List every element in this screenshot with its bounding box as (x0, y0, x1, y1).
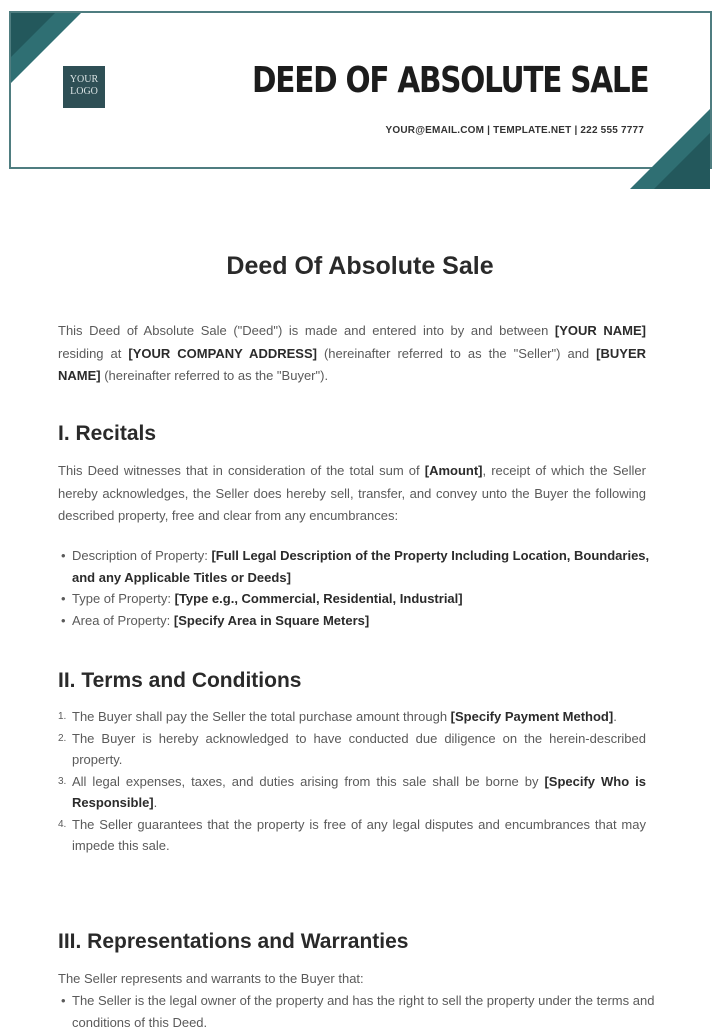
list-item (58, 545, 658, 588)
recitals-text-1: This Deed witnesses that in consideration of the total sum of (58, 463, 425, 478)
list-item-placeholder: [Specify Payment Method] (450, 709, 614, 724)
list-item-placeholder: [Specify Who is Responsible] (72, 773, 646, 810)
list-item (58, 814, 646, 857)
intro-text-3: (hereinafter referred to as the "Seller") and (316, 345, 597, 361)
company-logo (63, 66, 105, 108)
list-item-text: The Buyer is hereby acknowledged to have conducted due diligence on the herein-described property. (72, 730, 646, 767)
header-corner-decoration-right-inner (654, 133, 710, 189)
list-item-text-end: . (153, 795, 158, 810)
list-item-number: 1. (58, 711, 67, 722)
document-title: Deed Of Absolute Sale (226, 252, 494, 280)
list-item-number: 2. (58, 732, 67, 744)
list-item-number: 3. (58, 775, 67, 787)
list-item-label: Type of Property: (72, 591, 175, 606)
seller-name-placeholder: [YOUR NAME] (554, 323, 646, 338)
list-item-value: [Full Legal Description of the Property Including Location, Boundaries, and any Applicable Titles or Deeds] (72, 548, 650, 585)
list-item-text: The Buyer shall pay the Seller the total purchase amount through (72, 709, 451, 724)
intro-text-4: (hereinafter referred to as the "Buyer"). (100, 368, 329, 383)
intro-paragraph (58, 320, 646, 388)
header-corner-decoration-inner (11, 13, 55, 57)
recitals-paragraph (58, 460, 646, 528)
list-item (58, 706, 646, 728)
list-item (58, 588, 658, 610)
representations-list (58, 990, 658, 1033)
seller-address-placeholder: [YOUR COMPANY ADDRESS] (128, 345, 317, 361)
list-item-label: Area of Property: (72, 612, 174, 628)
list-item (58, 771, 646, 814)
intro-text-1: This Deed of Absolute Sale ("Deed") is made and entered into by and between (58, 323, 555, 338)
recitals-text-2: , receipt of which the Seller hereby acknowledges, the Seller does hereby sell, transfer, and convey unto the Buyer the following described property, free and clear from any encumbrances: (58, 463, 646, 523)
list-item-value: [Specify Area in Square Meters] (173, 612, 370, 628)
property-details-list (58, 545, 658, 631)
list-item-text: The Seller guarantees that the property is free of any legal disputes and encumbrances that may impede this sale. (72, 816, 646, 853)
amount-placeholder: [Amount] (424, 463, 483, 478)
list-item-number: 4. (58, 818, 67, 830)
terms-list (58, 706, 646, 857)
section-heading-representations: III. Representations and Warranties (58, 930, 409, 953)
list-item (58, 610, 658, 632)
intro-text-2: residing at (58, 345, 129, 361)
list-item-text-end: . (613, 709, 617, 724)
list-item-value: [Type e.g., Commercial, Residential, Industrial] (174, 591, 463, 606)
header-contact-info: YOUR@EMAIL.COM | TEMPLATE.NET | 222 555 7777 (385, 125, 644, 136)
section-heading-terms: II. Terms and Conditions (58, 669, 302, 692)
buyer-name-placeholder: [BUYER NAME] (58, 345, 647, 383)
section-heading-recitals: I. Recitals (58, 422, 157, 445)
header-title: DEED OF ABSOLUTE SALE (251, 60, 648, 101)
representations-intro: The Seller represents and warrants to the Buyer that: (58, 971, 364, 986)
list-item-text: All legal expenses, taxes, and duties arising from this sale shall be borne by (72, 773, 545, 789)
list-item (58, 728, 646, 771)
list-item-label: Description of Property: (72, 548, 212, 563)
list-item: • The Seller is the legal owner of the property and has the right to sell the property under the terms and conditions of this Deed. (58, 990, 658, 1033)
logo-text: YOUR LOGO (69, 74, 99, 97)
